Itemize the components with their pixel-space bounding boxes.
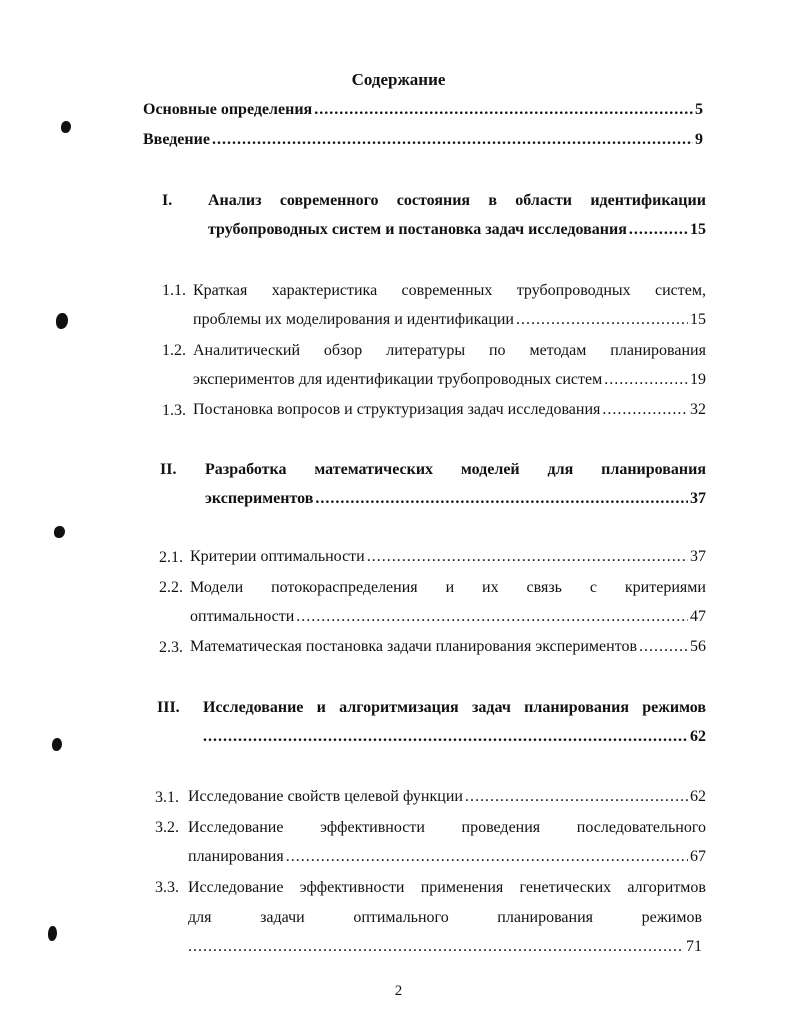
dot-leader: [516, 310, 688, 330]
word: планирования: [601, 461, 706, 478]
toc-entry-page: 15: [690, 221, 706, 238]
section-title-line: [193, 280, 706, 302]
toc-entry-page: 37: [690, 490, 706, 507]
toc-entry-label: Критерии оптимальности: [190, 548, 365, 565]
scan-mark: [54, 526, 65, 538]
toc-entry-label: проблемы их моделирования и идентификации: [193, 311, 514, 328]
toc-entry-page: 15: [690, 311, 706, 328]
section-number: 1.2.: [162, 342, 186, 359]
toc-entry-page: 56: [690, 638, 706, 655]
dot-leader: [188, 937, 684, 957]
section-title-line: [188, 817, 706, 839]
section-number: 2.1.: [159, 549, 183, 566]
toc-entry-label: Введение: [143, 131, 210, 148]
word: трубопроводных: [516, 282, 631, 299]
section-number: 2.2.: [159, 579, 183, 596]
scan-mark: [56, 313, 68, 329]
toc-entry-page: 9: [695, 131, 703, 148]
word: Исследование: [188, 879, 284, 896]
section-title-line: [188, 907, 702, 929]
section-title-line: [193, 370, 706, 392]
word: эффективности: [299, 879, 405, 896]
dot-leader: [367, 547, 688, 567]
word: обзор: [323, 342, 363, 359]
section-number: 1.3.: [162, 402, 186, 419]
chapter-title-line: [203, 697, 706, 719]
chapter-title-line: [203, 727, 706, 749]
word: состояния: [396, 192, 471, 209]
word: применения: [420, 879, 504, 896]
dot-leader: [465, 787, 688, 807]
toc-entry-label: Постановка вопросов и структуризация задач исследования: [193, 401, 601, 418]
word: генетических: [519, 879, 612, 896]
scan-mark: [52, 738, 62, 751]
toc-entry-label: Математическая постановка задачи планирования экспериментов: [190, 638, 638, 655]
toc-entry-page: 37: [690, 548, 706, 565]
section-number: 3.1.: [155, 789, 179, 806]
dot-leader: [602, 400, 688, 420]
section-title-line: [188, 787, 706, 809]
section-title-line: [190, 577, 706, 599]
section-title-line: [188, 847, 706, 869]
section-number: 1.1.: [162, 282, 186, 299]
word: планирования: [524, 699, 629, 716]
word: режимов: [642, 699, 706, 716]
section-number: 3.2.: [155, 819, 179, 836]
word: систем,: [654, 282, 706, 299]
toc-entry-label: экспериментов для идентификации трубопроводных систем: [193, 371, 603, 388]
section-title-line: [193, 340, 706, 362]
toc-entry-page: 67: [690, 848, 706, 865]
toc-entry-label: Исследование свойств целевой функции: [188, 788, 463, 805]
section-number: 2.3.: [159, 639, 183, 656]
word: алгоритмов: [627, 879, 706, 896]
word: области: [515, 192, 573, 209]
word: Исследование: [188, 819, 284, 836]
toc-entry-label: Основные определения: [143, 101, 313, 118]
word: литературы: [386, 342, 466, 359]
word: последовательного: [576, 819, 706, 836]
scan-mark: [61, 121, 71, 133]
word: для: [188, 909, 212, 926]
word: методам: [529, 342, 587, 359]
word: задач: [471, 699, 511, 716]
toc-title: Содержание: [351, 70, 446, 89]
word: современных: [401, 282, 493, 299]
word: режимов: [641, 909, 702, 926]
section-title-line: [190, 607, 706, 629]
word: идентификации: [590, 192, 706, 209]
word: планирования: [610, 342, 706, 359]
dot-leader: [296, 607, 688, 627]
toc-entry-page: 71: [686, 938, 702, 955]
dot-leader: [314, 100, 693, 120]
toc-entry-page: 62: [690, 728, 706, 745]
toc-entry-page: 47: [690, 608, 706, 625]
dot-leader: [212, 130, 693, 150]
dot-leader: [629, 220, 688, 240]
word: потокораспределения: [271, 579, 418, 596]
toc-entry-label: экспериментов: [205, 490, 314, 507]
toc-entry-introduction: [143, 130, 703, 152]
scan-mark: [48, 926, 57, 941]
word: их: [482, 579, 499, 596]
toc-entry-page: 32: [690, 401, 706, 418]
section-title-line: [188, 937, 702, 959]
word: Аналитический: [193, 342, 301, 359]
word: и: [316, 699, 326, 716]
word: Разработка: [205, 461, 287, 478]
word: в: [488, 192, 497, 209]
word: Исследование: [203, 699, 304, 716]
page-number: 2: [394, 983, 403, 999]
word: для: [547, 461, 574, 478]
section-title-line: [193, 310, 706, 332]
toc-entry-label: трубопроводных систем и постановка задач исследования: [208, 221, 627, 238]
chapter-title-line: [208, 190, 706, 212]
chapter-title-line: [205, 489, 706, 511]
word: современного: [279, 192, 379, 209]
section-number: 3.3.: [155, 879, 179, 896]
section-title-line: [190, 547, 706, 569]
chapter-number: III.: [157, 699, 180, 716]
word: критериями: [624, 579, 706, 596]
dot-leader: [604, 370, 688, 390]
toc-entry-label: планирования: [188, 848, 284, 865]
toc-entry-page: 19: [690, 371, 706, 388]
word: Краткая: [193, 282, 248, 299]
word: математических: [314, 461, 434, 478]
dot-leader: [286, 847, 688, 867]
word: Модели: [190, 579, 244, 596]
word: и: [445, 579, 455, 596]
chapter-title-line: [208, 220, 706, 242]
word: Анализ: [208, 192, 262, 209]
word: эффективности: [320, 819, 425, 836]
word: связь: [526, 579, 562, 596]
word: алгоритмизация: [339, 699, 459, 716]
section-title-line: [190, 637, 706, 659]
word: задачи: [260, 909, 305, 926]
section-title-line: [193, 400, 706, 422]
toc-entry-label: оптимальности: [190, 608, 295, 625]
toc-entry-page: 5: [695, 101, 703, 118]
section-title-line: [188, 877, 706, 899]
word: оптимального: [353, 909, 449, 926]
word: по: [488, 342, 506, 359]
toc-entry-definitions: [143, 100, 703, 122]
dot-leader: [639, 637, 688, 657]
dot-leader: [203, 727, 688, 747]
word: характеристика: [271, 282, 378, 299]
chapter-title-line: [205, 459, 706, 481]
word: моделей: [460, 461, 520, 478]
word: планирования: [497, 909, 593, 926]
toc-entry-page: 62: [690, 788, 706, 805]
word: проведения: [461, 819, 541, 836]
chapter-number: I.: [162, 192, 173, 209]
chapter-number: II.: [160, 461, 177, 478]
word: с: [589, 579, 597, 596]
dot-leader: [315, 489, 688, 509]
